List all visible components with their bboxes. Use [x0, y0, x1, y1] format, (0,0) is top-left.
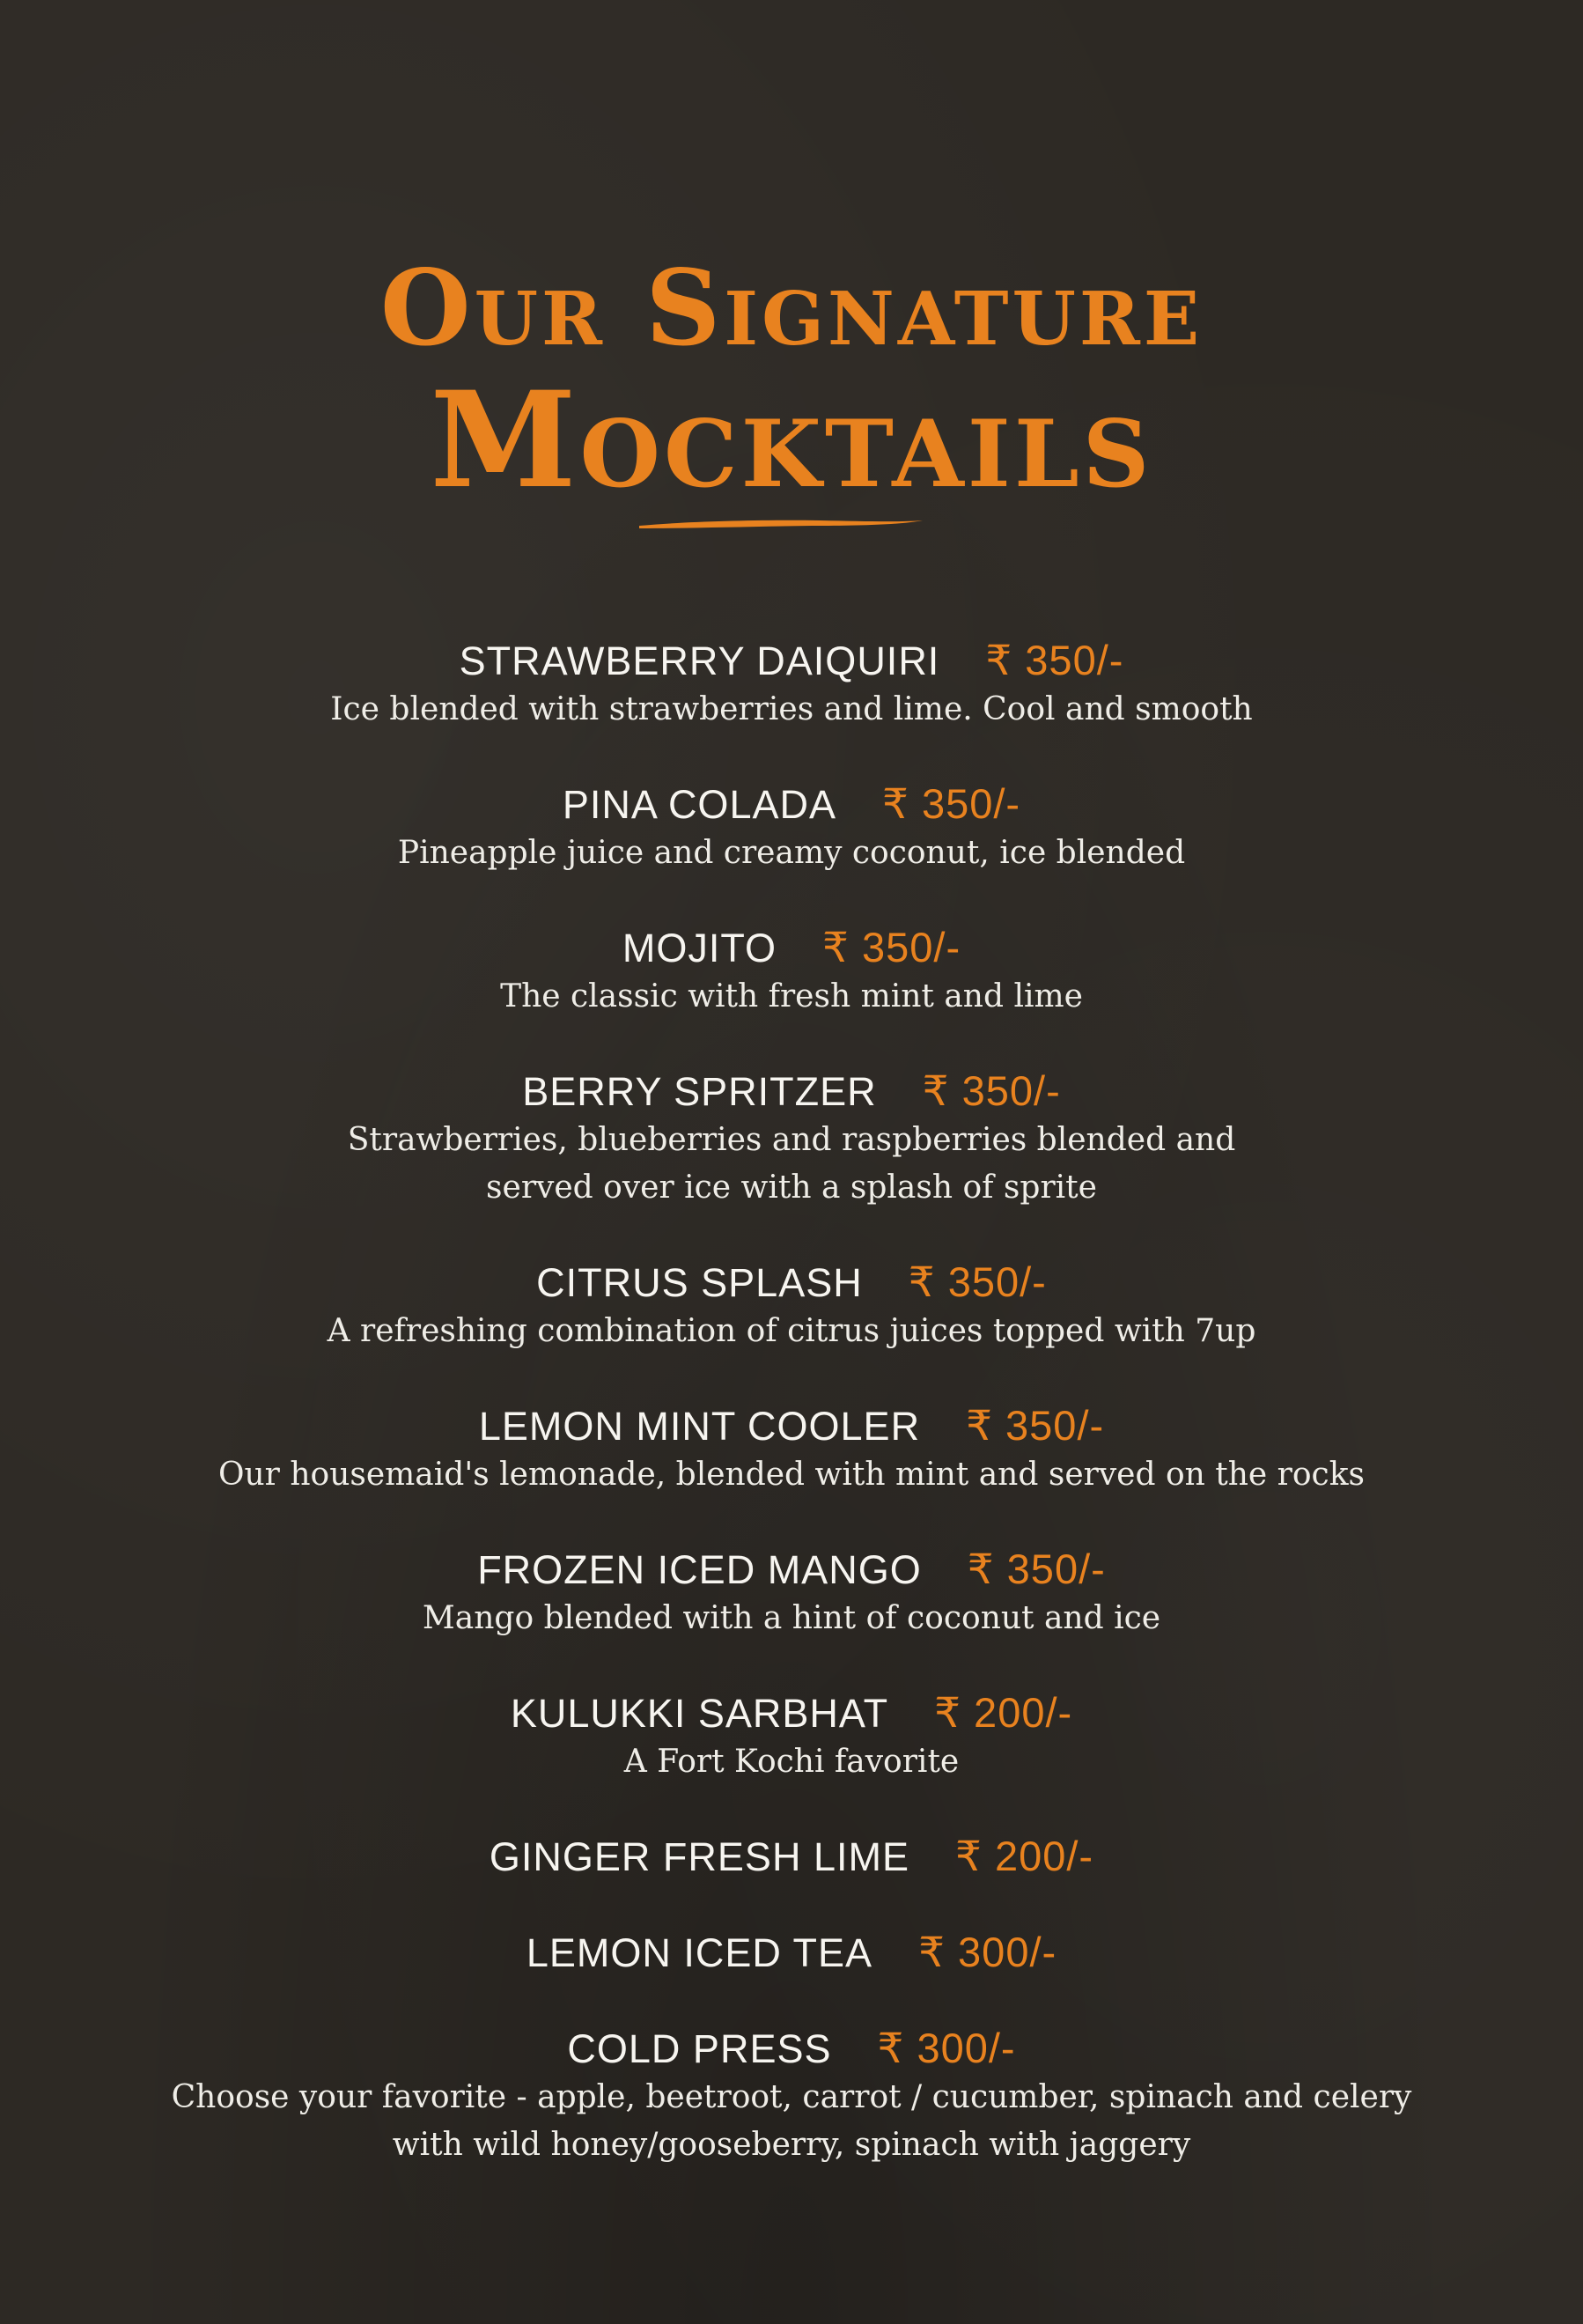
item-price: ₹ 300/-: [918, 1929, 1057, 1975]
item-heading: [0, 1832, 1583, 1882]
menu-item: [0, 1401, 1583, 1499]
title-line-2: Mocktails: [430, 363, 1153, 518]
menu-item: [0, 923, 1583, 1021]
item-price: ₹ 350/-: [966, 1402, 1105, 1449]
item-description-line: Strawberries, blueberries and raspberries blended and: [347, 1122, 1236, 1158]
item-description-line: A Fort Kochi favorite: [623, 1744, 960, 1780]
item-description-line: A refreshing combination of citrus juices topped with 7up: [327, 1313, 1256, 1349]
item-description-line: served over ice with a splash of sprite: [486, 1169, 1097, 1206]
item-heading: [0, 779, 1583, 830]
item-description-line: Choose your favorite - apple, beetroot, carrot / cucumber, spinach and celery: [171, 2079, 1412, 2115]
item-description-line: Pineapple juice and creamy coconut, ice blended: [397, 835, 1186, 871]
item-description: [0, 686, 1583, 734]
menu-item: [0, 2024, 1583, 2169]
item-name: STRAWBERRY DAIQUIRI: [459, 638, 940, 683]
item-description-line: Our housemaid's lemonade, blended with mint and served on the rocks: [217, 1457, 1365, 1493]
item-name: LEMON ICED TEA: [526, 1930, 873, 1975]
item-name: MOJITO: [622, 926, 777, 970]
item-description-line: The classic with fresh mint and lime: [500, 978, 1083, 1014]
menu-item: [0, 1928, 1583, 1978]
item-name: KULUKKI SARBHAT: [510, 1691, 889, 1736]
item-price: ₹ 350/-: [908, 1258, 1047, 1305]
item-price: ₹ 350/-: [922, 1067, 1061, 1114]
item-description: [0, 1738, 1583, 1786]
title-line-1: Our Signature: [379, 247, 1204, 369]
item-name: COLD PRESS: [567, 2026, 832, 2071]
item-description: [0, 2074, 1583, 2169]
item-price: ₹ 350/-: [985, 637, 1124, 683]
item-price: ₹ 350/-: [882, 780, 1021, 827]
item-description-line: Ice blended with strawberries and lime. Cool and smooth: [330, 691, 1253, 727]
item-description: [0, 1117, 1583, 1212]
item-heading: [0, 636, 1583, 686]
item-name: PINA COLADA: [562, 782, 836, 827]
menu-item: [0, 1688, 1583, 1786]
item-heading: [0, 1401, 1583, 1451]
item-description: [0, 1595, 1583, 1642]
item-heading: [0, 1258, 1583, 1308]
item-description-line: with wild honey/gooseberry, spinach with jaggery: [392, 2127, 1191, 2163]
menu-list: [0, 636, 1583, 2215]
item-heading: [0, 923, 1583, 973]
item-price: ₹ 300/-: [877, 2025, 1016, 2071]
menu-item: [0, 1832, 1583, 1882]
item-description-line: Mango blended with a hint of coconut and ice: [422, 1600, 1161, 1636]
item-description: [0, 830, 1583, 877]
menu-item: [0, 1066, 1583, 1212]
item-name: LEMON MINT COOLER: [478, 1404, 921, 1449]
item-heading: [0, 1545, 1583, 1595]
menu-item: [0, 1545, 1583, 1642]
item-price: ₹ 350/-: [822, 924, 961, 970]
item-description: [0, 1451, 1583, 1499]
item-description: [0, 1308, 1583, 1355]
item-name: BERRY SPRITZER: [522, 1069, 877, 1114]
menu-item: [0, 779, 1583, 877]
item-price: ₹ 350/-: [967, 1546, 1106, 1592]
item-heading: [0, 1688, 1583, 1738]
item-name: FROZEN ICED MANGO: [477, 1547, 922, 1592]
menu-item: [0, 636, 1583, 734]
item-name: GINGER FRESH LIME: [489, 1834, 909, 1879]
item-description: [0, 973, 1583, 1021]
item-name: CITRUS SPLASH: [536, 1260, 863, 1305]
item-price: ₹ 200/-: [954, 1833, 1094, 1879]
item-heading: [0, 1066, 1583, 1117]
title-underline-brushstroke: [636, 518, 926, 530]
item-heading: [0, 1928, 1583, 1978]
item-heading: [0, 2024, 1583, 2074]
item-price: ₹ 200/-: [934, 1689, 1073, 1736]
menu-item: [0, 1258, 1583, 1355]
